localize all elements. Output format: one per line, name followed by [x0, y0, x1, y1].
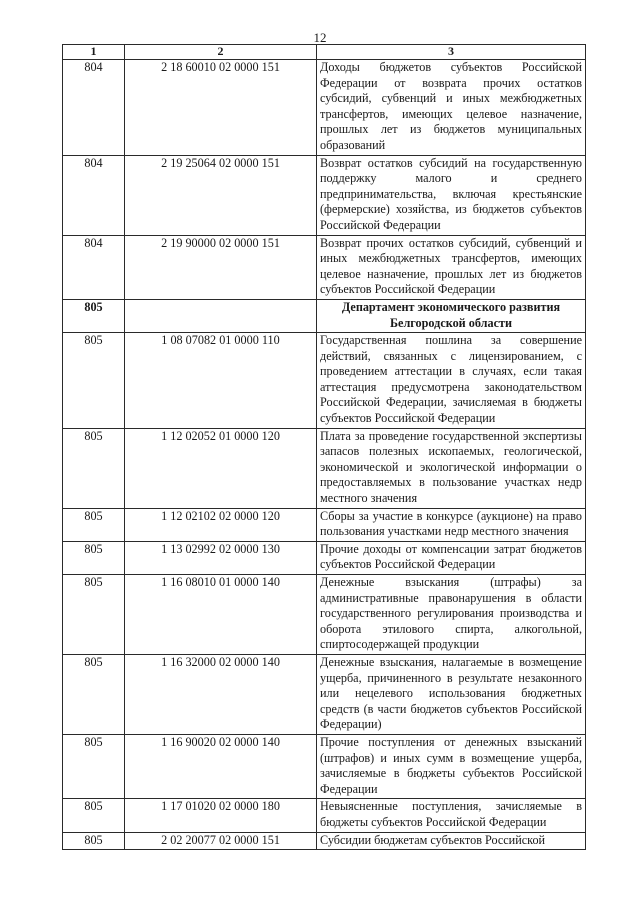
column-header-3: 3: [317, 45, 586, 60]
table-header-row: [63, 45, 586, 60]
budget-code-cell: 1 17 01020 02 0000 180: [125, 799, 317, 832]
budget-code-cell: 1 13 02992 02 0000 130: [125, 541, 317, 574]
description-cell: Прочие доходы от компенсации затрат бюджетов субъектов Российской Федерации: [317, 541, 586, 574]
table-row: [63, 734, 586, 798]
admin-code-cell: 805: [63, 333, 125, 429]
table-row: [63, 541, 586, 574]
table-row: [63, 575, 586, 655]
admin-code-cell: 805: [63, 734, 125, 798]
budget-code-cell: 2 19 90000 02 0000 151: [125, 235, 317, 299]
description-cell: Государственная пошлина за совершение действий, связанных с лицензированием, с проведением аттестации в случаях, если такая аттестация предусмотрена законодательством Российской Федерации, зачисляемая в бюджеты субъектов Российской Федерации: [317, 333, 586, 429]
table-row: [63, 654, 586, 734]
budget-code-cell: [125, 299, 317, 332]
budget-code-cell: 1 12 02052 01 0000 120: [125, 428, 317, 508]
budget-code-cell: 1 16 08010 01 0000 140: [125, 575, 317, 655]
admin-code-cell: 805: [63, 299, 125, 332]
description-cell: Денежные взыскания, налагаемые в возмещение ущерба, причиненного в результате незаконного или нецелевого использования бюджетных средств (в части бюджетов субъектов Российской Федерации): [317, 654, 586, 734]
admin-code-cell: 805: [63, 541, 125, 574]
budget-code-cell: 2 02 20077 02 0000 151: [125, 832, 317, 850]
description-cell: Возврат прочих остатков субсидий, субвенций и иных межбюджетных трансфертов, имеющих целевое назначение, прошлых лет из бюджетов субъектов Российской Федерации: [317, 235, 586, 299]
page-number: 12: [313, 30, 327, 45]
description-cell: Денежные взыскания (штрафы) за административные правонарушения в области государственного регулирования производства и оборота этилового спирта, алкогольной, спиртосодержащей продукции: [317, 575, 586, 655]
admin-code-cell: 805: [63, 428, 125, 508]
description-cell: Прочие поступления от денежных взысканий (штрафов) и иных сумм в возмещение ущерба, зачисляемые в бюджеты субъектов Российской Федерации: [317, 734, 586, 798]
column-header-2: 2: [125, 45, 317, 60]
admin-code-cell: 805: [63, 575, 125, 655]
admin-code-cell: 805: [63, 799, 125, 832]
description-cell: Доходы бюджетов субъектов Российской Федерации от возврата прочих остатков субсидий, субвенций и иных межбюджетных трансфертов, имеющих целевое назначение, прошлых лет из бюджетов муниципальных образований: [317, 60, 586, 156]
budget-code-cell: 1 16 32000 02 0000 140: [125, 654, 317, 734]
table-row: [63, 508, 586, 541]
budget-code-cell: 1 16 90020 02 0000 140: [125, 734, 317, 798]
description-cell: Плата за проведение государственной экспертизы запасов полезных ископаемых, геологической, экономической и экологической информации о предоставляемых в пользование участках недр местного значения: [317, 428, 586, 508]
description-cell: Возврат остатков субсидий на государственную поддержку малого и среднего предпринимательства, включая крестьянские (фермерские) хозяйства, из бюджетов субъектов Российской Федерации: [317, 155, 586, 235]
table-row: [63, 428, 586, 508]
admin-code-cell: 805: [63, 832, 125, 850]
description-cell: Субсидии бюджетам субъектов Российской: [317, 832, 586, 850]
budget-code-cell: 1 12 02102 02 0000 120: [125, 508, 317, 541]
admin-code-cell: 804: [63, 155, 125, 235]
description-cell: Департамент экономического развития Белгородской области: [317, 299, 586, 332]
column-header-1: 1: [63, 45, 125, 60]
description-cell: Сборы за участие в конкурсе (аукционе) на право пользования участками недр местного значения: [317, 508, 586, 541]
admin-code-cell: 804: [63, 60, 125, 156]
budget-code-cell: 2 18 60010 02 0000 151: [125, 60, 317, 156]
table-row: [63, 235, 586, 299]
table-row: [63, 155, 586, 235]
table-row: [63, 60, 586, 156]
table-row: [63, 333, 586, 429]
revenue-codes-table: [62, 44, 586, 850]
admin-code-cell: 805: [63, 508, 125, 541]
budget-code-cell: 1 08 07082 01 0000 110: [125, 333, 317, 429]
table-row: [63, 799, 586, 832]
table-row: [63, 832, 586, 850]
admin-code-cell: 804: [63, 235, 125, 299]
description-cell: Невыясненные поступления, зачисляемые в бюджеты субъектов Российской Федерации: [317, 799, 586, 832]
admin-code-cell: 805: [63, 654, 125, 734]
department-row: [63, 299, 586, 332]
budget-code-cell: 2 19 25064 02 0000 151: [125, 155, 317, 235]
